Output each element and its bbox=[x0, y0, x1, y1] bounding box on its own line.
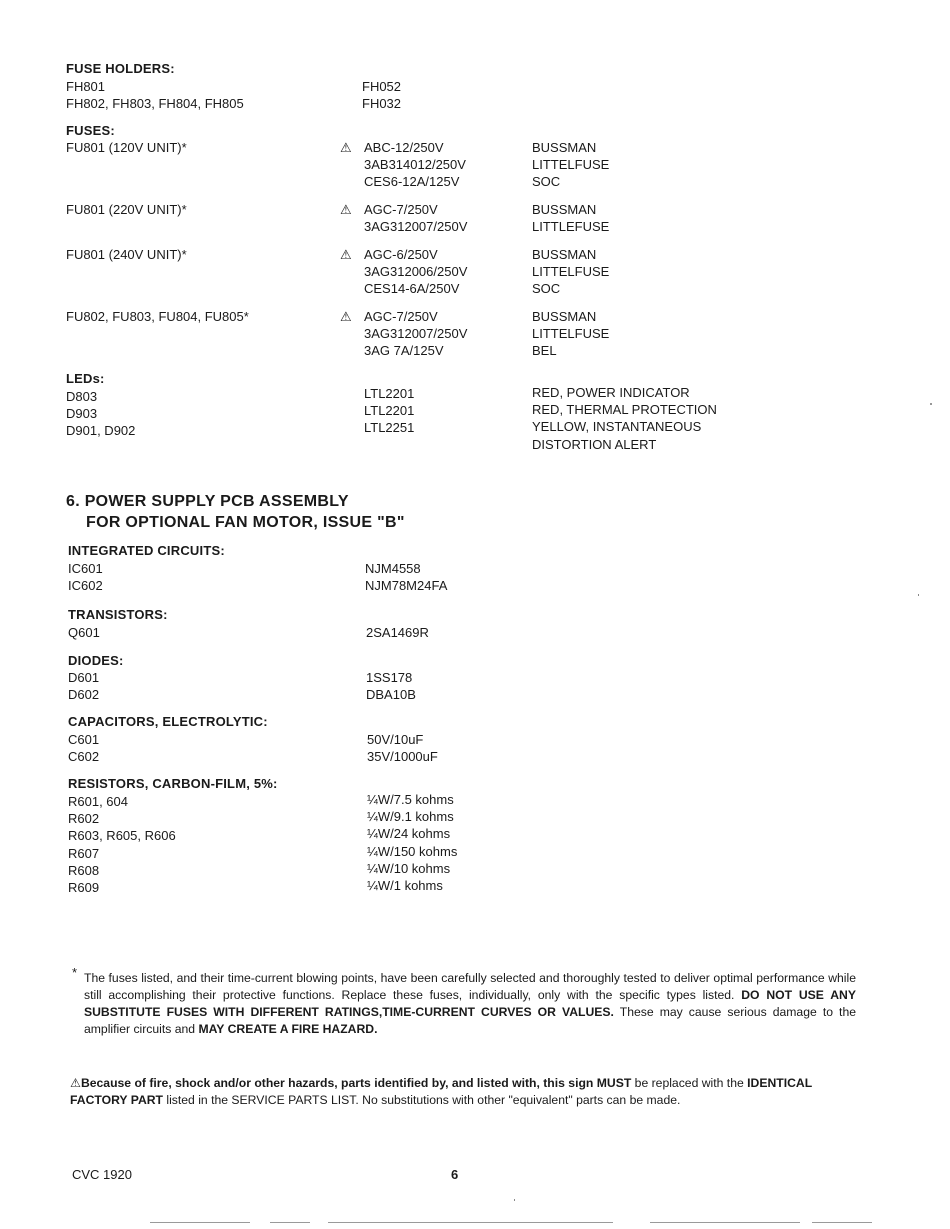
resistor-part: ¼W/9.1 kohms bbox=[367, 809, 454, 825]
fuse-maker: BUSSMAN bbox=[532, 247, 597, 262]
fuse-parts bbox=[364, 201, 467, 235]
fuse-ref: FU802, FU803, FU804, FU805* bbox=[66, 309, 249, 324]
fuse-maker: LITTLEFUSE bbox=[532, 219, 610, 235]
footnote-asterisk: * bbox=[72, 965, 78, 980]
transistor-part: 2SA1469R bbox=[366, 625, 429, 640]
capacitor-parts bbox=[367, 731, 438, 765]
transistors-heading: TRANSISTORS: bbox=[68, 607, 168, 622]
transistor-parts bbox=[366, 624, 429, 641]
scan-speck bbox=[514, 1199, 515, 1201]
fuse-holder-part: FH032 bbox=[362, 96, 402, 111]
ic-part: NJM4558 bbox=[365, 561, 421, 576]
led-description: RED, THERMAL PROTECTION bbox=[532, 402, 717, 418]
resistor-ref: R607 bbox=[68, 845, 100, 861]
fuse-parts bbox=[364, 139, 466, 191]
ic-part: NJM78M24FA bbox=[365, 578, 448, 594]
safety-warning-note bbox=[70, 1075, 856, 1109]
section-title: 6. POWER SUPPLY PCB ASSEMBLY bbox=[66, 493, 349, 510]
warning-triangle-icon: ⚠ bbox=[70, 1076, 81, 1090]
resistors-heading: RESISTORS, CARBON-FILM, 5%: bbox=[68, 776, 278, 791]
fuse-part: 3AB314012/250V bbox=[364, 157, 466, 173]
resistor-ref: R609 bbox=[68, 880, 100, 896]
led-description: RED, POWER INDICATOR bbox=[532, 385, 690, 400]
scan-artifact-line bbox=[328, 1222, 613, 1223]
resistor-refs bbox=[68, 793, 176, 896]
scan-speck bbox=[930, 403, 932, 405]
scan-artifact-line bbox=[812, 1222, 872, 1223]
fuse-part: 3AG312007/250V bbox=[364, 219, 468, 235]
scan-speck bbox=[918, 594, 919, 596]
fuse-ref: FU801 (220V UNIT)* bbox=[66, 202, 187, 217]
fuse-maker: BEL bbox=[532, 343, 557, 359]
resistor-part: ¼W/24 kohms bbox=[367, 826, 451, 842]
warning-triangle-icon: ⚠ bbox=[340, 247, 352, 262]
led-parts bbox=[364, 385, 414, 437]
transistor-refs bbox=[68, 624, 100, 641]
warning-text: listed in the SERVICE PARTS LIST. No substitutions with other "equivalent" parts can be made. bbox=[163, 1093, 681, 1107]
fuse-makers bbox=[532, 246, 609, 298]
fuse-holder-ref: FH801 bbox=[66, 79, 106, 94]
led-part: LTL2201 bbox=[364, 386, 415, 401]
fuse-ref: FU801 (120V UNIT)* bbox=[66, 140, 187, 155]
fuse-part: CES6-12A/125V bbox=[364, 174, 460, 190]
fuse-parts bbox=[364, 246, 467, 298]
fuse-maker: LITTELFUSE bbox=[532, 326, 610, 342]
resistor-part: ¼W/10 kohms bbox=[367, 860, 451, 876]
fuse-holder-part: FH052 bbox=[362, 79, 402, 94]
warning-triangle-icon: ⚠ bbox=[340, 202, 352, 217]
footnote-text: These may cause serious damage to the amplifier circuits and bbox=[84, 1005, 856, 1036]
fuse-maker: SOC bbox=[532, 281, 561, 297]
ics-heading: INTEGRATED CIRCUITS: bbox=[68, 543, 225, 558]
fuse-holder-ref: FH802, FH803, FH804, FH805 bbox=[66, 96, 244, 111]
diode-part: 1SS178 bbox=[366, 670, 413, 685]
fuses-heading: FUSES: bbox=[66, 123, 115, 138]
ic-ref: IC602 bbox=[68, 578, 103, 594]
resistor-ref: R608 bbox=[68, 862, 100, 878]
fuse-part: AGC-7/250V bbox=[364, 202, 438, 217]
leds-heading: LEDs: bbox=[66, 371, 105, 386]
led-descriptions bbox=[532, 384, 717, 453]
warning-bold-part: IDENTICAL FACTORY PART bbox=[70, 1076, 812, 1107]
capacitors-heading: CAPACITORS, ELECTROLYTIC: bbox=[68, 714, 268, 729]
led-part: LTL2201 bbox=[364, 403, 415, 419]
resistor-part: ¼W/7.5 kohms bbox=[367, 792, 454, 807]
led-description: YELLOW, INSTANTANEOUS bbox=[532, 419, 702, 435]
footnote-bold-hazard: MAY CREATE A FIRE HAZARD. bbox=[198, 1022, 378, 1036]
fuse-maker: SOC bbox=[532, 174, 561, 190]
transistor-ref: Q601 bbox=[68, 625, 100, 640]
led-description: DISTORTION ALERT bbox=[532, 436, 657, 452]
footer-page-number: 6 bbox=[451, 1167, 459, 1182]
led-ref: D901, D902 bbox=[66, 423, 136, 439]
diode-parts bbox=[366, 669, 416, 703]
resistor-part: ¼W/1 kohms bbox=[367, 878, 443, 894]
fuse-makers bbox=[532, 308, 609, 360]
warning-triangle-icon: ⚠ bbox=[340, 309, 352, 324]
footnote-bold-warning: DO NOT USE ANY SUBSTITUTE FUSES WITH DIFFERENT RATINGS,TIME-CURRENT CURVES OR VALUES. bbox=[84, 988, 856, 1019]
diode-ref: D601 bbox=[68, 670, 100, 685]
capacitor-part: 35V/1000uF bbox=[367, 749, 438, 765]
fuse-part: AGC-6/250V bbox=[364, 247, 438, 262]
fuse-makers bbox=[532, 201, 609, 235]
fuse-footnote bbox=[84, 970, 856, 1038]
fuse-maker: BUSSMAN bbox=[532, 309, 597, 324]
diode-refs bbox=[68, 669, 99, 703]
scan-artifact-line bbox=[270, 1222, 310, 1223]
fuse-ref: FU801 (240V UNIT)* bbox=[66, 247, 187, 262]
resistor-ref: R601, 604 bbox=[68, 794, 128, 809]
scan-artifact-line bbox=[150, 1222, 250, 1223]
fuse-holders-heading: FUSE HOLDERS: bbox=[66, 61, 175, 76]
fuse-part: CES14-6A/250V bbox=[364, 281, 460, 297]
fuse-part: 3AG312006/250V bbox=[364, 264, 468, 280]
fuse-part: ABC-12/250V bbox=[364, 140, 444, 155]
diode-ref: D602 bbox=[68, 687, 100, 703]
scan-artifact-line bbox=[650, 1222, 800, 1223]
led-ref: D803 bbox=[66, 389, 98, 404]
diode-part: DBA10B bbox=[366, 687, 416, 703]
capacitor-ref: C601 bbox=[68, 732, 100, 747]
fuse-part: 3AG 7A/125V bbox=[364, 343, 444, 359]
fuse-maker: LITTELFUSE bbox=[532, 157, 610, 173]
fuse-maker: BUSSMAN bbox=[532, 140, 597, 155]
ic-parts bbox=[365, 560, 447, 594]
resistor-ref: R603, R605, R606 bbox=[68, 828, 176, 844]
capacitor-ref: C602 bbox=[68, 749, 100, 765]
capacitor-part: 50V/10uF bbox=[367, 732, 424, 747]
fuse-part: 3AG312007/250V bbox=[364, 326, 468, 342]
ic-refs bbox=[68, 560, 103, 594]
warning-triangle-icon: ⚠ bbox=[340, 140, 352, 155]
warning-text: be replaced with the bbox=[631, 1076, 748, 1090]
fuse-part: AGC-7/250V bbox=[364, 309, 438, 324]
fuse-makers bbox=[532, 139, 609, 191]
footnote-text: The fuses listed, and their time-current blowing points, have been carefully selected and thoroughly tested to deliver optimal performance while still accomplishing their protective functions. Replace these fuses, individually, only with the specific types listed. bbox=[84, 971, 856, 1002]
diodes-heading: DIODES: bbox=[68, 653, 124, 668]
capacitor-refs bbox=[68, 731, 99, 765]
warning-bold-text: Because of fire, shock and/or other hazards, parts identified by, and listed with, this sign MUST bbox=[80, 1076, 632, 1090]
resistor-parts bbox=[367, 791, 457, 894]
resistor-ref: R602 bbox=[68, 811, 100, 827]
fuse-parts bbox=[364, 308, 467, 360]
led-part: LTL2251 bbox=[364, 420, 415, 436]
led-ref: D903 bbox=[66, 406, 98, 422]
footer-model: CVC 1920 bbox=[72, 1167, 132, 1182]
fuse-maker: LITTELFUSE bbox=[532, 264, 610, 280]
section-subtitle: FOR OPTIONAL FAN MOTOR, ISSUE "B" bbox=[86, 514, 405, 531]
resistor-part: ¼W/150 kohms bbox=[367, 843, 458, 859]
fuse-maker: BUSSMAN bbox=[532, 202, 597, 217]
led-refs bbox=[66, 388, 135, 440]
ic-ref: IC601 bbox=[68, 561, 103, 576]
